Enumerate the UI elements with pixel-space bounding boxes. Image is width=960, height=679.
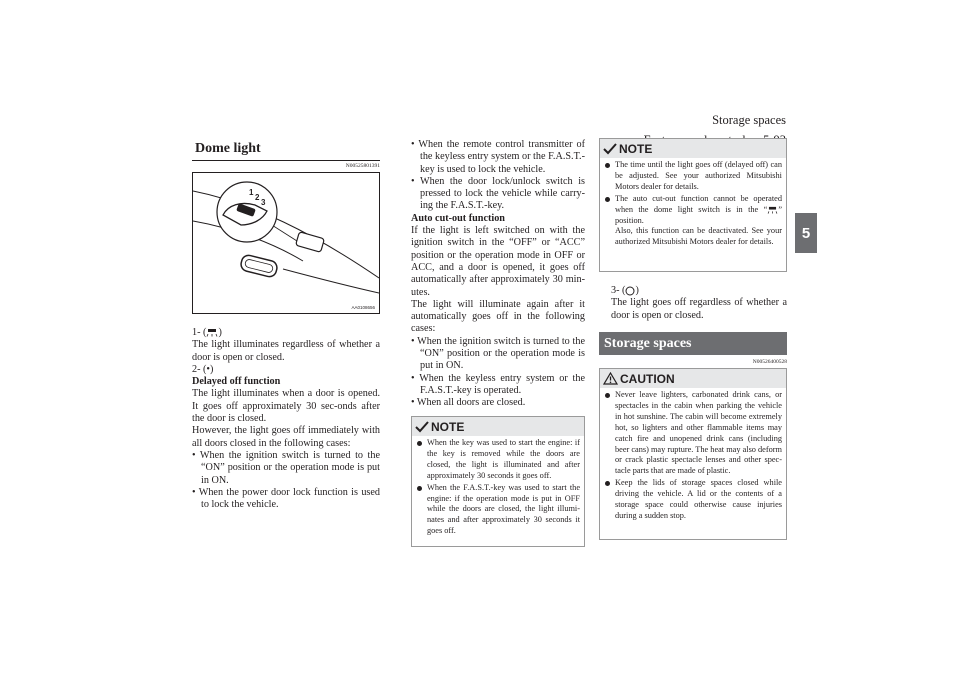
dome-light-illustration bbox=[193, 173, 379, 313]
bullet-item: • When the keyless entry system or the F.A.S.T.-key is operated. bbox=[411, 372, 585, 396]
middle-column-text bbox=[411, 139, 585, 410]
bullet-item: • When the ignition switch is turned to the “ON” position or the operation mode is put in ON. bbox=[192, 449, 380, 486]
dome-lamp-off-icon bbox=[625, 286, 635, 296]
note-item: The auto cut-out function cannot be operated when the dome light switch is in the “ ” position. Also, this function can be deactivated. See your authorized Mitsubishi Motors dealer for details. bbox=[605, 194, 782, 249]
bullet-dot-icon bbox=[417, 486, 422, 491]
bullet-dot-icon bbox=[605, 393, 610, 398]
position-3-label: 3- ( ) bbox=[611, 285, 639, 296]
note-item: The time until the light goes off (delayed off) can be adjusted. See your authorized Mitsubishi Motors dealer for details. bbox=[605, 160, 782, 193]
note-header bbox=[600, 139, 786, 158]
caution-label: CAUTION bbox=[620, 371, 675, 386]
position-1-label: 1- ( ) bbox=[192, 327, 222, 338]
bullet-item: • When the remote control transmitter of the keyless entry system or the F.A.S.T.-key is used to lock the vehicle. bbox=[411, 139, 585, 175]
delayed-off-text: The light illuminates when a door is opened. It goes off approximately 30 sec-onds after the door is closed. bbox=[192, 388, 380, 425]
callout-2: 2 bbox=[255, 193, 260, 202]
warning-triangle-icon bbox=[603, 372, 618, 385]
delayed-off-heading: Delayed off function bbox=[192, 376, 281, 388]
note-item: When the F.A.S.T.-key was used to start the engine: if the operation mode is put in OFF while the doors are closed, the light illumi-nates and after approximately 30 seconds it goes off. bbox=[417, 483, 580, 538]
bullet-dot-icon bbox=[605, 197, 610, 202]
caution-header bbox=[600, 369, 786, 388]
bullet-dot-icon bbox=[605, 481, 610, 486]
note-check-icon bbox=[415, 421, 429, 433]
position-3-text: The light goes off regardless of whether a door is open or closed. bbox=[611, 297, 787, 321]
note-box-right bbox=[599, 138, 787, 272]
note-box bbox=[411, 416, 585, 547]
chapter-tab: 5 bbox=[795, 213, 817, 253]
auto-cut-out-heading: Auto cut-out function bbox=[411, 212, 505, 224]
note-header bbox=[412, 417, 584, 436]
auto-cut-out-text-2: The light will illuminate again after it automatically goes off in the following cases: bbox=[411, 298, 585, 335]
left-column-text bbox=[192, 327, 380, 511]
caution-item: Never leave lighters, carbonated drink cans, or spectacles in the cabin when parking the vehicle in hot sunshine. The cabin will become extremely hot, so lighters and other flammable items may catch fire and unopened drink cans (including beer cans) may rupture. The heat may also deform or crack plastic spectacle lenses and other spec-tacle parts that are made of plastic. bbox=[605, 390, 782, 477]
caution-item: Keep the lids of storage spaces closed while driving the vehicle. A lid or the contents of a storage space could otherwise cause injuries during a sudden stop. bbox=[605, 478, 782, 522]
callout-1: 1 bbox=[249, 188, 254, 197]
dome-lamp-on-icon bbox=[206, 328, 218, 337]
bullet-dot-icon bbox=[417, 441, 422, 446]
storage-spaces-code: N00526400528 bbox=[752, 359, 787, 365]
however-text: However, the light goes off immediately with all doors closed in the following cases: bbox=[192, 425, 380, 449]
dome-lamp-on-icon bbox=[767, 206, 778, 214]
position-2-label: 2- (•) bbox=[192, 363, 214, 375]
running-header-title: Storage spaces bbox=[712, 113, 786, 127]
dome-light-code: N00525801391 bbox=[345, 163, 380, 169]
figure-code: AA0108656 bbox=[351, 305, 375, 310]
bullet-item: • When all doors are closed. bbox=[411, 397, 526, 409]
bullet-item: • When the power door lock function is used to lock the vehicle. bbox=[192, 486, 380, 511]
note-label: NOTE bbox=[619, 141, 653, 156]
storage-spaces-heading: Storage spaces bbox=[599, 332, 787, 355]
bullet-item: • When the ignition switch is turned to the “ON” position or the operation mode is put in ON. bbox=[411, 335, 585, 372]
position-1-text: The light illuminates regardless of whether a door is open or closed. bbox=[192, 339, 380, 363]
note-item: When the key was used to start the engine: if the key is removed while the doors are closed, the light is illuminated and after approximately 30 seconds it goes off. bbox=[417, 438, 580, 482]
position-3 bbox=[611, 285, 787, 322]
bullet-dot-icon bbox=[605, 163, 610, 168]
note-label: NOTE bbox=[431, 419, 465, 434]
note-check-icon bbox=[603, 143, 617, 155]
caution-box bbox=[599, 368, 787, 540]
dome-light-heading: Dome light bbox=[192, 138, 380, 161]
callout-3: 3 bbox=[261, 198, 266, 207]
dome-light-figure bbox=[192, 172, 380, 314]
bullet-item: • When the door lock/unlock switch is pressed to lock the vehicle while carry-ing the F.A.S.T.-key. bbox=[411, 175, 585, 212]
auto-cut-out-text: If the light is left switched on with the ignition switch in the “OFF” or “ACC” position or the operation mode in OFF or ACC, and a door is opened, it goes off automatically after approximately 30 min-utes. bbox=[411, 225, 585, 298]
